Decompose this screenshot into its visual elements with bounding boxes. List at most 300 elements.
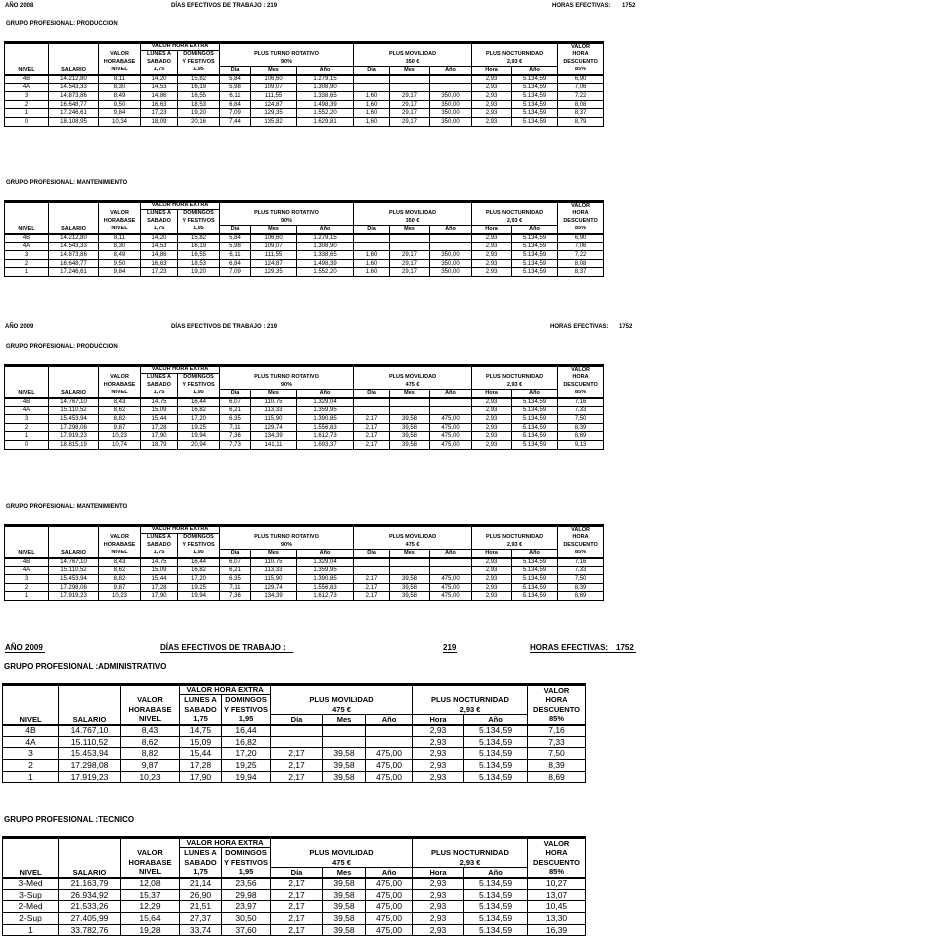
table-cell: 15.110,52 (59, 736, 121, 748)
table-cell (430, 558, 472, 567)
table-cell: 110,75 (251, 398, 297, 407)
table-cell: 1 (3, 771, 59, 783)
hours-value: 1752 (619, 324, 633, 330)
table-cell: 7,06 (558, 83, 604, 92)
table-cell: 39,58 (323, 913, 366, 925)
table-cell: 18,79 (141, 440, 178, 449)
table-cell: 14.767,10 (59, 725, 121, 737)
table-cell: 7,36 (220, 432, 251, 441)
table-cell: 16,55 (178, 92, 220, 101)
table-cell: 475,00 (366, 924, 413, 936)
table-cell: 15,64 (121, 913, 180, 925)
table-cell: 19,28 (121, 924, 180, 936)
table-cell: 4A (5, 406, 49, 415)
table-cell: 21.163,79 (59, 878, 121, 890)
table-cell: 2 (5, 100, 49, 109)
table-cell: 16,82 (222, 736, 271, 748)
table-cell: 6,21 (220, 406, 251, 415)
table-cell: 1.693,37 (297, 440, 354, 449)
table-cell: 16,44 (178, 398, 220, 407)
table-cell: 17.298,08 (49, 423, 99, 432)
table-cell: 5.134,59 (512, 575, 558, 584)
table-cell: 15,82 (178, 234, 220, 243)
table-cell: 16,44 (222, 725, 271, 737)
table-row (5, 423, 604, 432)
table-cell: 8,49 (99, 92, 141, 101)
table-cell: 475,00 (366, 889, 413, 901)
table-cell: 17,20 (178, 415, 220, 424)
table-cell: 5.134,59 (464, 771, 528, 783)
table-cell: 7,36 (220, 592, 251, 601)
table-cell: 5.134,59 (512, 92, 558, 101)
table-cell: 37,60 (222, 924, 271, 936)
table-cell: 5,84 (220, 234, 251, 243)
table-cell: 8,08 (558, 259, 604, 268)
table-cell: 9,50 (99, 259, 141, 268)
table-cell: 39,58 (390, 583, 430, 592)
table-cell: 2,93 (413, 924, 464, 936)
table-cell: 2,17 (271, 878, 323, 890)
table-cell: 2,93 (472, 558, 512, 567)
table-row (5, 415, 604, 424)
table-cell: 2,93 (472, 423, 512, 432)
table-cell: 1.612,73 (297, 432, 354, 441)
table-row (3, 901, 586, 913)
table-cell: 2,93 (472, 92, 512, 101)
table-cell: 129,35 (251, 109, 297, 118)
salario-header: SALARIO (49, 390, 99, 398)
table-cell: 18,53 (178, 259, 220, 268)
table-cell: 5.134,59 (464, 736, 528, 748)
table-cell: 8,49 (99, 251, 141, 260)
table-cell: 9,50 (99, 100, 141, 109)
table-cell: 14.212,80 (49, 75, 99, 84)
days-label-text: DÍAS EFECTIVOS DE TRABAJO (171, 324, 262, 330)
salary-table: VALOR HORA EXTRA VALOR VALOR LUNES A DOMINGOS PLUS MOVILIDAD PLUS NOCTURNIDAD HORA HORABASE SABADO Y FESTIVOS 475 € 2,93 € DESCUENTO NIVEL SALARIO NIVEL 1,75 1,95 Día Mes Año Hora Año 85% 4B 14.767,10 8,43 14,75 16,44 2,93 5.134,59 7,16 4A 15.110,52 8,62 15,09 16,82 2,93 5.134,59 7,33 3 15.453,94 8,82 15,44 17,20 2,17 39,58 475,00 2,93 5.134,59 7,50 2 17.298,08 9,87 17,28 19,25 2,17 39,58 475,00 2,93 5.134,59 8,39 1 17.919,23 10,23 17,90 19,94 2,17 39,58 475,00 2,93 5.134,59 8,69 (2, 683, 586, 783)
table-cell: 1.329,04 (297, 398, 354, 407)
table-cell: 1.308,90 (297, 242, 354, 251)
table-cell: 19,94 (178, 432, 220, 441)
table-cell: 113,33 (251, 566, 297, 575)
table-cell: 475,00 (430, 440, 472, 449)
table-cell: 20,94 (178, 440, 220, 449)
table-cell: 13,07 (528, 889, 586, 901)
table-cell: 1,60 (354, 92, 390, 101)
table-cell: 15.110,52 (49, 406, 99, 415)
table-row (5, 583, 604, 592)
table-cell: 9,87 (99, 583, 141, 592)
group-title: GRUPO PROFESIONAL: PRODUCCION (6, 344, 118, 350)
table-cell: 8,43 (99, 398, 141, 407)
table-cell: 2,93 (413, 725, 464, 737)
table-cell: 29,17 (390, 100, 430, 109)
table-row (5, 109, 604, 118)
table-cell: 39,58 (323, 878, 366, 890)
table-cell: 15.453,94 (59, 748, 121, 760)
salario-header: SALARIO (49, 226, 99, 234)
plus-nocturnidad-header: PLUS NOCTURNIDAD (472, 51, 558, 59)
table-cell: 475,00 (430, 432, 472, 441)
table-cell: 2,93 (413, 760, 464, 772)
table-row (5, 268, 604, 277)
table-cell: 8,39 (558, 583, 604, 592)
table-cell: 5,98 (220, 83, 251, 92)
table-cell: 4A (5, 566, 49, 575)
table-cell: 16,19 (178, 83, 220, 92)
table-cell: 20,16 (178, 117, 220, 126)
table-cell (366, 736, 413, 748)
table-cell: 1,60 (354, 100, 390, 109)
table-cell: 129,35 (251, 268, 297, 277)
table-cell: 8,43 (121, 725, 180, 737)
table-cell: 18.815,19 (49, 440, 99, 449)
table-cell: 2 (5, 259, 49, 268)
plus-nocturnidad-header: PLUS NOCTURNIDAD (413, 695, 528, 705)
table-cell: 5.134,59 (512, 117, 558, 126)
table-cell: 19,94 (222, 771, 271, 783)
table-cell: 2,93 (472, 592, 512, 601)
table-cell: 17,23 (141, 268, 178, 277)
table-cell: 1.338,65 (297, 92, 354, 101)
table-cell: 2,17 (271, 760, 323, 772)
hours-value: 1752 (622, 3, 636, 9)
salario-header: SALARIO (49, 67, 99, 75)
table-cell: 1.338,65 (297, 251, 354, 260)
table-cell: 14.212,80 (49, 234, 99, 243)
table-cell: 23,97 (222, 901, 271, 913)
valor-header: VALOR (528, 685, 586, 695)
table-cell: 10,23 (99, 592, 141, 601)
table-cell: 2,93 (472, 566, 512, 575)
table-row (5, 75, 604, 84)
table-cell: 2,17 (354, 592, 390, 601)
table-cell: 14,75 (141, 398, 178, 407)
table-cell: 18,53 (178, 100, 220, 109)
table-row (5, 92, 604, 101)
table-cell: 21.533,26 (59, 901, 121, 913)
table-cell: 17.246,61 (49, 109, 99, 118)
table-cell: 5.134,59 (512, 406, 558, 415)
salary-table: VALOR HORA EXTRA VALOR VALOR LUNES A DOMINGOS PLUS TURNO ROTATIVO PLUS MOVILIDAD PLUS NOCTURNIDAD HORA HORABASE SABADO Y FESTIVOS 90% 350 € 2,93 € DESCUENTO NIVEL SALARIO NIVEL 1,75 1,95 Día Mes Año Día Mes Año Hora Año 85% 4B 14.212,80 8,11 14,20 15,82 5,84 106,60 1.279,15 2,93 5.134,59 6,90 4A 14.543,33 8,30 14,53 16,19 5,98 109,07 1.308,90 2,93 5.134,59 7,06 3 14.873,86 8,49 14,86 16,55 6,11 111,55 1.338,65 1,60 29,17 350,00 2,93 5.134,59 7,22 2 16.648,77 9,50 16,63 18,53 6,84 124,87 1.498,39 1,60 29,17 350,00 2,93 5.134,59 8,08 1 17.246,61 9,84 17,23 19,20 7,09 129,35 1.552,20 1,60 29,17 350,00 2,93 5.134,59 8,37 (4, 200, 604, 277)
group-title: GRUPO PROFESIONAL: MANTENIMIENTO (6, 504, 128, 510)
table-cell: 106,60 (251, 75, 297, 84)
table-cell: 1.279,15 (297, 234, 354, 243)
table-row (5, 592, 604, 601)
table-cell: 2,17 (354, 415, 390, 424)
table-cell: 21,51 (180, 901, 222, 913)
table-cell (354, 75, 390, 84)
table-row (3, 889, 586, 901)
table-cell: 8,37 (558, 268, 604, 277)
table-cell: 29,17 (390, 268, 430, 277)
table-cell: 2,17 (271, 771, 323, 783)
table-cell: 8,39 (528, 760, 586, 772)
table-cell (430, 406, 472, 415)
table-cell: 10,45 (528, 901, 586, 913)
table-cell: 8,62 (121, 736, 180, 748)
table-cell: 2,93 (472, 109, 512, 118)
table-cell: 2,93 (413, 913, 464, 925)
table-cell: 350,00 (430, 268, 472, 277)
plus-nocturnidad-header: PLUS NOCTURNIDAD (413, 848, 528, 858)
table-cell: 21,14 (180, 878, 222, 890)
table-cell: 1.552,20 (297, 109, 354, 118)
table-cell: 5,98 (220, 242, 251, 251)
table-cell: 19,94 (178, 592, 220, 601)
plus-movilidad-header: PLUS MOVILIDAD (271, 695, 413, 705)
table-cell: 3 (5, 575, 49, 584)
table-cell: 9,13 (558, 440, 604, 449)
table-cell: 1.359,95 (297, 566, 354, 575)
table-cell: 27.405,99 (59, 913, 121, 925)
table-cell: 4A (5, 242, 49, 251)
table-cell: 39,58 (390, 423, 430, 432)
table-cell: 9,84 (99, 109, 141, 118)
table-cell (271, 736, 323, 748)
table-cell: 17.298,08 (59, 760, 121, 772)
table-cell: 26.934,92 (59, 889, 121, 901)
table-cell: 5.134,59 (464, 889, 528, 901)
table-cell: 1.556,83 (297, 423, 354, 432)
table-cell: 350,00 (430, 109, 472, 118)
table-cell: 7,33 (558, 406, 604, 415)
table-cell: 6,11 (220, 92, 251, 101)
table-cell: 350,00 (430, 92, 472, 101)
table-cell: 3 (5, 415, 49, 424)
table-cell: 16,44 (178, 558, 220, 567)
table-cell: 2,17 (354, 432, 390, 441)
days-label-text: DÍAS EFECTIVOS DE TRABAJO (171, 3, 262, 9)
table-cell: 19,25 (178, 583, 220, 592)
table-cell: 2,93 (413, 748, 464, 760)
table-cell: 475,00 (366, 878, 413, 890)
table-cell: 1.612,73 (297, 592, 354, 601)
table-cell: 134,39 (251, 592, 297, 601)
plus-movilidad-header: PLUS MOVILIDAD (354, 51, 472, 59)
table-cell: 3 (5, 251, 49, 260)
table-cell: 29,17 (390, 109, 430, 118)
table-cell: 10,74 (99, 440, 141, 449)
table-cell: 16,82 (178, 406, 220, 415)
table-cell: 6,07 (220, 398, 251, 407)
table-cell: 17,20 (222, 748, 271, 760)
salario-header: SALARIO (59, 715, 121, 725)
table-cell: 8,82 (99, 575, 141, 584)
table-cell: 1.629,81 (297, 117, 354, 126)
table-cell: 2,17 (271, 889, 323, 901)
table-cell: 2 (5, 583, 49, 592)
underline (5, 652, 45, 653)
table-cell: 2,93 (472, 117, 512, 126)
table-cell: 2,93 (472, 268, 512, 277)
table-cell: 7,33 (528, 736, 586, 748)
table-cell: 350,00 (430, 259, 472, 268)
hours-value: 1752 (616, 643, 634, 652)
table-cell: 5.134,59 (464, 924, 528, 936)
table-cell: 23,56 (222, 878, 271, 890)
table-cell: 8,69 (558, 432, 604, 441)
table-row (3, 924, 586, 936)
table-cell: 7,73 (220, 440, 251, 449)
table-cell: 15,44 (141, 575, 178, 584)
table-cell: 1.552,20 (297, 268, 354, 277)
table-cell: 2,93 (472, 432, 512, 441)
table-cell: 2,17 (271, 901, 323, 913)
nivel-header: NIVEL (3, 715, 59, 725)
table-cell: 6,21 (220, 566, 251, 575)
table-cell: 8,37 (558, 109, 604, 118)
table-cell: 109,07 (251, 83, 297, 92)
table-cell: 39,58 (323, 748, 366, 760)
table-cell: 5.134,59 (464, 878, 528, 890)
table-cell: 8,30 (99, 242, 141, 251)
table-cell: 14,75 (141, 558, 178, 567)
table-cell: 4A (5, 83, 49, 92)
table-cell: 141,11 (251, 440, 297, 449)
table-cell: 6,84 (220, 259, 251, 268)
table-cell: 8,11 (99, 234, 141, 243)
table-row (3, 736, 586, 748)
table-cell: 6,90 (558, 75, 604, 84)
table-cell: 7,16 (558, 558, 604, 567)
table-cell: 18,09 (141, 117, 178, 126)
days-label: DÍAS EFECTIVOS DE TRABAJO : (160, 643, 286, 652)
table-cell: 3 (3, 748, 59, 760)
table-cell: 14.543,33 (49, 83, 99, 92)
table-cell: 17,28 (180, 760, 222, 772)
table-cell: 5.134,59 (512, 268, 558, 277)
days-value: : 219 (263, 3, 278, 9)
table-cell: 2,17 (354, 423, 390, 432)
table-cell (390, 558, 430, 567)
table-cell: 5.134,59 (512, 592, 558, 601)
table-cell (354, 83, 390, 92)
table-row (5, 100, 604, 109)
table-cell: 5.134,59 (464, 748, 528, 760)
table-cell: 2,93 (472, 259, 512, 268)
table-cell: 13,30 (528, 913, 586, 925)
table-cell: 109,07 (251, 242, 297, 251)
table-cell: 39,58 (390, 415, 430, 424)
table-cell: 17,90 (141, 592, 178, 601)
table-cell: 39,58 (323, 771, 366, 783)
table-cell: 4B (5, 234, 49, 243)
table-cell: 14,86 (141, 251, 178, 260)
table-cell: 6,07 (220, 558, 251, 567)
table-cell: 2,93 (413, 901, 464, 913)
table-cell: 5.134,59 (512, 83, 558, 92)
plus-movilidad-header: PLUS MOVILIDAD (354, 210, 472, 218)
table-cell: 2,17 (271, 913, 323, 925)
table-cell: 5,84 (220, 75, 251, 84)
table-cell: 2-Med (3, 901, 59, 913)
valor-hora-extra-header: VALOR HORA EXTRA (180, 685, 271, 695)
table-cell: 5.134,59 (512, 100, 558, 109)
valor-hora-extra-header: VALOR HORA EXTRA (180, 838, 271, 848)
table-cell: 27,37 (180, 913, 222, 925)
table-cell: 39,58 (390, 575, 430, 584)
table-cell: 9,87 (121, 760, 180, 772)
table-cell: 2,93 (472, 440, 512, 449)
table-cell: 8,11 (99, 75, 141, 84)
table-cell: 1.498,39 (297, 259, 354, 268)
table-cell: 2 (3, 760, 59, 772)
table-cell: 475,00 (430, 415, 472, 424)
table-cell: 1.329,04 (297, 558, 354, 567)
table-cell: 15,37 (121, 889, 180, 901)
table-cell: 2,93 (472, 583, 512, 592)
days-label (171, 324, 277, 330)
table-cell: 124,87 (251, 259, 297, 268)
table-cell: 2,93 (472, 415, 512, 424)
table-cell: 14,75 (180, 725, 222, 737)
table-cell: 6,84 (220, 100, 251, 109)
table-cell (354, 406, 390, 415)
table-cell: 26,90 (180, 889, 222, 901)
table-cell: 39,58 (323, 924, 366, 936)
table-cell: 9,84 (99, 268, 141, 277)
table-row (5, 242, 604, 251)
table-cell (323, 736, 366, 748)
plus-turno-header: PLUS TURNO ROTATIVO (220, 374, 354, 382)
table-cell: 16,63 (141, 100, 178, 109)
table-cell: 475,00 (430, 575, 472, 584)
table-cell: 3-Sup (3, 889, 59, 901)
table-cell: 10,27 (528, 878, 586, 890)
table-cell: 1.308,90 (297, 83, 354, 92)
table-cell: 16,55 (178, 251, 220, 260)
table-cell (354, 558, 390, 567)
table-cell: 8,69 (528, 771, 586, 783)
table-cell: 475,00 (366, 771, 413, 783)
table-cell: 17.919,23 (59, 771, 121, 783)
table-cell: 8,08 (558, 100, 604, 109)
table-cell: 5.134,59 (464, 901, 528, 913)
table-cell: 2,93 (413, 771, 464, 783)
table-cell: 7,11 (220, 423, 251, 432)
table-cell: 1.498,39 (297, 100, 354, 109)
table-cell: 16,82 (178, 566, 220, 575)
table-cell: 2,93 (413, 736, 464, 748)
table-cell: 14,53 (141, 242, 178, 251)
table-cell: 19,20 (178, 109, 220, 118)
table-cell: 7,50 (558, 415, 604, 424)
table-cell: 29,17 (390, 251, 430, 260)
table-cell: 2,17 (354, 575, 390, 584)
table-cell: 1.390,85 (297, 575, 354, 584)
salary-table: VALOR HORA EXTRA VALOR VALOR LUNES A DOMINGOS PLUS TURNO ROTATIVO PLUS MOVILIDAD PLUS NOCTURNIDAD HORA HORABASE SABADO Y FESTIVOS 90% 475 € 2,93 € DESCUENTO NIVEL SALARIO NIVEL 1,75 1,95 Día Mes Año Día Mes Año Hora Año 85% 4B 14.767,10 8,43 14,75 16,44 6,07 110,75 1.329,04 2,93 5.134,59 7,16 4A 15.110,52 8,62 15,09 16,82 6,21 113,33 1.359,95 2,93 5.134,59 7,33 3 15.453,94 8,82 15,44 17,20 6,35 115,90 1.390,85 2,17 39,58 475,00 2,93 5.134,59 7,50 2 17.298,08 9,87 17,28 19,25 7,11 129,74 1.556,83 2,17 39,58 475,00 2,93 5.134,59 8,39 1 17.919,23 10,23 17,90 19,94 7,36 134,39 1.612,73 2,17 39,58 475,00 2,93 5.134,59 8,69 0 18.815,19 10,74 18,79 20,94 7,73 141,11 1.693,37 2,17 39,58 475,00 2,93 5.134,59 9,13 (4, 364, 604, 450)
nivel-header: NIVEL (5, 226, 49, 234)
table-cell: 4A (3, 736, 59, 748)
table-cell: 111,55 (251, 92, 297, 101)
table-cell: 5.134,59 (512, 558, 558, 567)
table-cell (354, 566, 390, 575)
table-cell: 5.134,59 (512, 398, 558, 407)
table-cell: 17,90 (141, 432, 178, 441)
table-cell (390, 398, 430, 407)
table-cell: 113,33 (251, 406, 297, 415)
table-cell (390, 406, 430, 415)
table-cell: 5.134,59 (512, 415, 558, 424)
table-cell: 5.134,59 (512, 251, 558, 260)
table-cell (430, 234, 472, 243)
table-cell: 106,60 (251, 234, 297, 243)
table-cell: 14,20 (141, 234, 178, 243)
table-cell: 1 (5, 592, 49, 601)
table-cell: 6,90 (558, 234, 604, 243)
table-cell: 5.134,59 (512, 423, 558, 432)
table-cell: 2,93 (472, 251, 512, 260)
